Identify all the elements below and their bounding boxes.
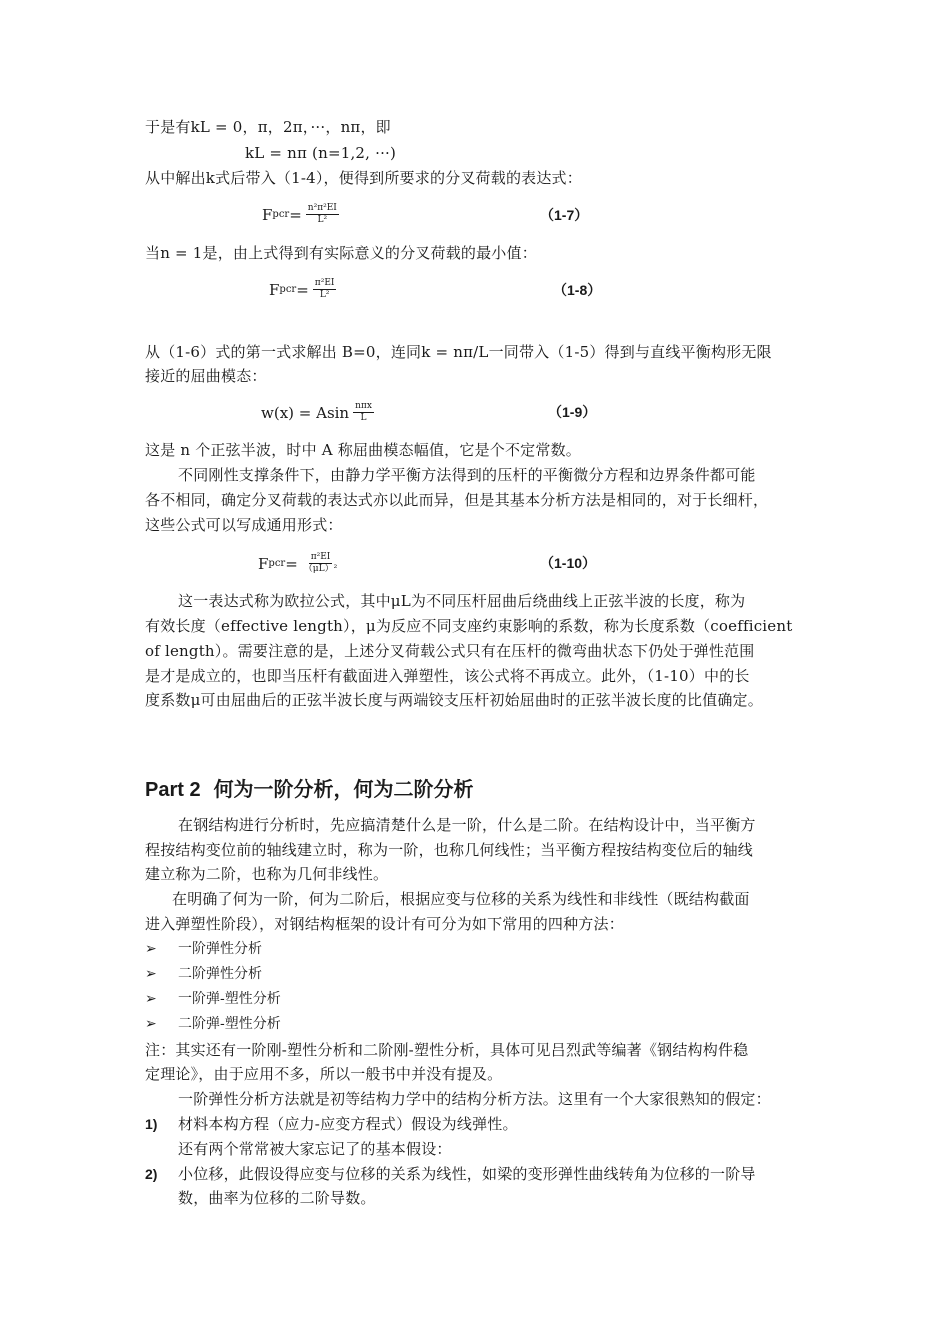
eq-sign: = (289, 205, 302, 224)
text-line: 进入弹塑性阶段），对钢结构框架的设计有可分为如下常用的四种方法： (145, 915, 624, 933)
eq-sign: = (296, 280, 309, 299)
equation-kl: kL = nπ (n=1,2, ···) (245, 144, 397, 162)
eq-subscript: pcr (268, 557, 286, 569)
heading-part-number: Part 2 (145, 779, 201, 801)
equation-1-8 (269, 278, 336, 301)
list-item (145, 989, 281, 1009)
text-line: 在钢结构进行分析时，先应搞清楚什么是一阶，什么是二阶。在结构设计中，当平衡方 (178, 816, 756, 834)
equation-1-9 (261, 401, 374, 424)
text-line: 建立称为二阶，也称为几何非线性。 (145, 865, 389, 883)
eq-fraction (302, 552, 339, 575)
eq-lhs: F (258, 554, 269, 573)
text-line: 是才是成立的，也即当压杆有截面进入弹塑性，该公式将不再成立。此外，（1-10）中的长 (145, 667, 750, 685)
text-line: of length）。需要注意的是，上述分叉荷载公式只有在压杆的微弯曲状态下仍处于弹性范围 (145, 642, 755, 660)
text-line: 从中解出k式后带入（1-4），便得到所要求的分叉荷载的表达式： (145, 169, 582, 187)
list-item-text: 二阶弹-塑性分析 (178, 1016, 281, 1032)
eq-lhs: F (269, 280, 280, 299)
section-heading (145, 775, 474, 804)
text-line: 于是有kL = 0，π，2π，···，nπ，即 (145, 118, 391, 136)
eq-denominator: （μL）² (303, 564, 338, 574)
note-line: 定理论》，由于应用不多，所以一般书中并没有提及。 (145, 1065, 503, 1083)
eq-fraction (313, 278, 337, 301)
eq-fraction (306, 203, 339, 226)
text-line: 在明确了何为一阶，何为二阶后，根据应变与位移的关系为线性和非线性（既结构截面 (172, 890, 750, 908)
bullet-arrow-icon: ➢ (145, 941, 157, 957)
heading-title: 何为一阶分析，何为二阶分析 (213, 777, 474, 801)
text-line: 一阶弹性分析方法就是初等结构力学中的结构分析方法。这里有一个大家很熟知的假定： (178, 1090, 771, 1108)
numbered-item-text: 数，曲率为位移的二阶导数。 (178, 1189, 376, 1207)
eq-numerator: nπx (355, 401, 372, 411)
equation-number: （1-8） (553, 282, 602, 298)
bullet-arrow-icon: ➢ (145, 991, 157, 1007)
text-line: 各不相同，确定分叉荷载的表达式亦以此而异，但是其基本分析方法是相同的，对于长细杆， (145, 491, 769, 509)
note-line: 注：其实还有一阶刚-塑性分析和二阶刚-塑性分析，具体可见吕烈武等编著《钢结构构件稳 (145, 1041, 749, 1059)
list-item-text: 二阶弹性分析 (178, 966, 262, 982)
eq-denominator: L² (319, 290, 330, 300)
eq-fraction (353, 401, 374, 424)
bullet-arrow-icon: ➢ (145, 1016, 157, 1032)
text-line: 这些公式可以写成通用形式： (145, 516, 343, 534)
eq-denominator: L² (317, 215, 328, 225)
text-line: 当n = 1是，由上式得到有实际意义的分叉荷载的最小值： (145, 244, 537, 262)
eq-lhs: w(x) = Asin (261, 403, 350, 422)
equation-number: （1-9） (548, 404, 597, 420)
equation-number: （1-10） (540, 555, 597, 571)
bullet-arrow-icon: ➢ (145, 966, 157, 982)
eq-numerator: π²EI (314, 278, 335, 288)
eq-sign: = (285, 554, 298, 573)
text-line: 接近的屈曲模态： (145, 367, 267, 385)
text-line: 这一表达式称为欧拉公式，其中μL为不同压杆屈曲后绕曲线上正弦半波的长度，称为 (178, 592, 746, 610)
list-item-text: 一阶弹性分析 (178, 941, 262, 957)
text-line: 有效长度（effective length），μ为反应不同支座约束影响的系数，称为长度系数（coefficient (145, 617, 793, 635)
equation-number: （1-7） (540, 207, 589, 223)
text-line: 从（1-6）式的第一式求解出 B=0，连同k = nπ/L一同带入（1-5）得到与直线平衡构形无限 (145, 343, 772, 361)
numbered-label: 1) (145, 1116, 158, 1132)
numbered-item-text: 小位移，此假设得应变与位移的关系为线性，如梁的变形弹性曲线转角为位移的一阶导 (178, 1165, 756, 1183)
text-line: 这是 n 个正弦半波，时中 A 称屈曲模态幅值，它是个不定常数。 (145, 441, 581, 459)
text-line: 还有两个常常被大家忘记了的基本假设： (178, 1140, 452, 1158)
list-item (145, 964, 262, 984)
list-item (145, 939, 262, 959)
text-line: 度系数μ可由屈曲后的正弦半波长度与两端铰支压杆初始屈曲时的正弦半波长度的比值确定。 (145, 691, 763, 709)
numbered-item-text: 材料本构方程（应力-应变方程式）假设为线弹性。 (178, 1115, 518, 1133)
equation-1-10 (258, 552, 339, 575)
list-item-text: 一阶弹-塑性分析 (178, 991, 281, 1007)
eq-numerator: π²EI (310, 552, 331, 562)
text-line: 程按结构变位前的轴线建立时，称为一阶，也称几何线性；当平衡方程按结构变位后的轴线 (145, 841, 754, 859)
eq-subscript: pcr (279, 283, 297, 295)
numbered-label: 2) (145, 1166, 158, 1182)
eq-subscript: pcr (272, 208, 290, 220)
eq-denominator: L (360, 413, 367, 423)
list-item (145, 1014, 281, 1034)
eq-lhs: F (262, 205, 273, 224)
eq-numerator: n²π²EI (307, 203, 337, 213)
text-line: 不同刚性支撑条件下，由静力学平衡方法得到的压杆的平衡微分方程和边界条件都可能 (178, 466, 756, 484)
equation-1-7 (262, 203, 339, 226)
